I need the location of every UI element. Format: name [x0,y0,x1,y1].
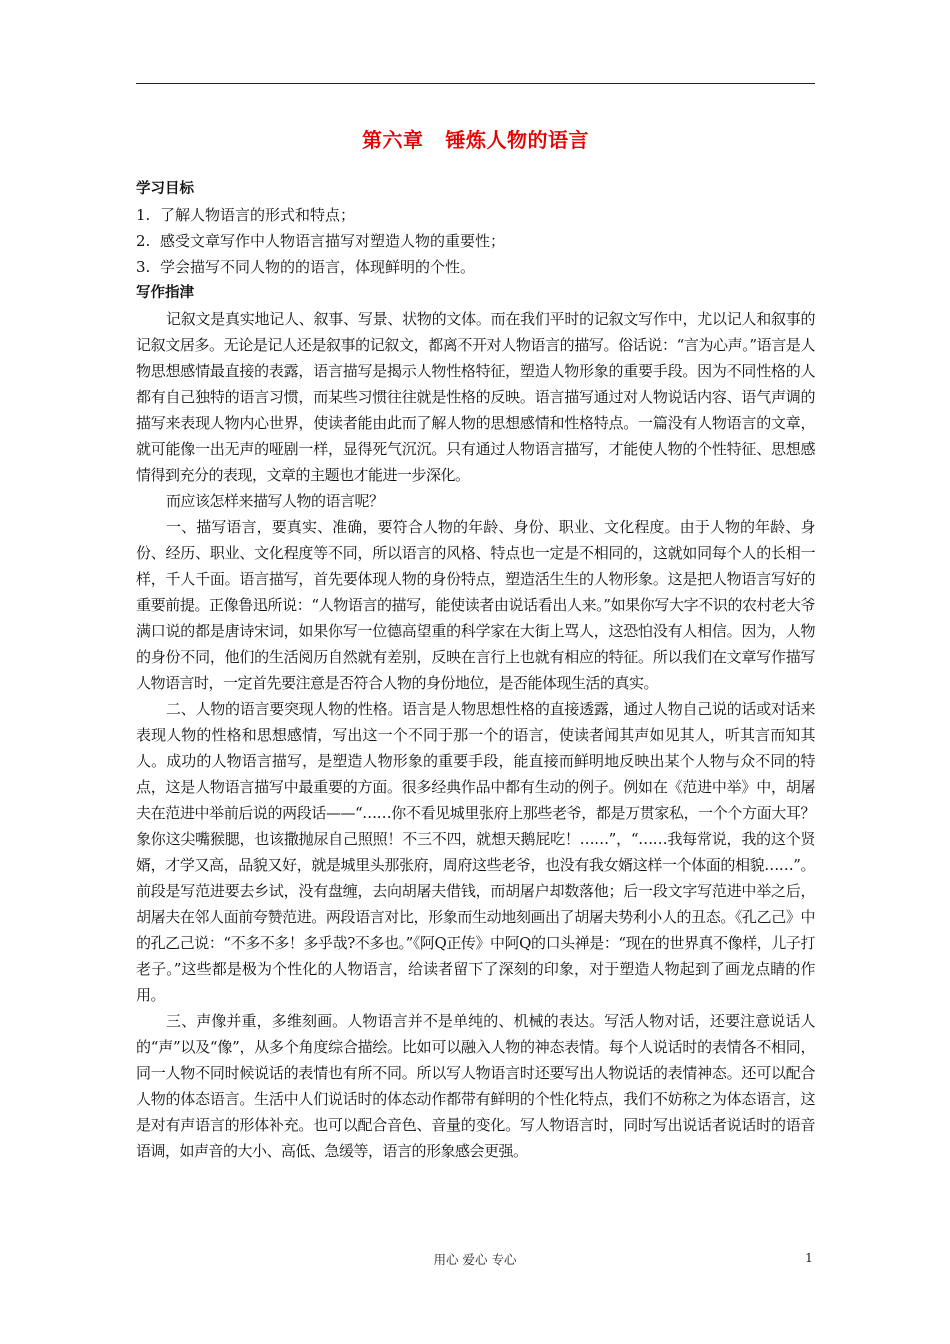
footer-motto: 用心 爱心 专心 [433,1252,517,1267]
goal-text: 了解人物语言的形式和特点； [160,206,356,224]
guide-paragraph-point-3: 三、声像并重，多维刻画。人物语言并不是单纯的、机械的表达。写活人物对话，还要注意说话人的“声”以及“像”，从多个角度综合描绘。比如可以融入人物的神态表情。每个人说话时的表情各不相同，同一人物不同时候说话的表情也有所不同。所以写人物语言时还要写出人物说话的表情神态。还可以配合人物的体态语言。生活中人们说话时的体态动作都带有鲜明的个性化特点，我们不妨称之为体态语言，这是对有声语言的形体补充。也可以配合音色、音量的变化。写人物语言时，同时写出说话者说话时的语音语调，如声音的大小、高低、急缓等，语言的形象感会更强。 [136,1012,815,1160]
guide-heading: 写作指津 [136,285,194,301]
chapter-title [136,124,815,153]
chapter-name: 锤炼人物的语言 [445,128,589,152]
guide-paragraph-question: 而应该怎样来描写人物的语言呢？ [166,492,384,510]
header-rule [136,83,815,84]
page-number: 1 [805,1250,813,1265]
guide-paragraph-intro: 记叙文是真实地记人、叙事、写景、状物的文体。而在我们平时的记叙文写作中，尤以记人和叙事的记叙文居多。无论是记人还是叙事的记叙文，都离不开对人物语言的描写。俗话说：“言为心声。”语言是人物思想感情最直接的表露，语言描写是揭示人物性格特征，塑造人物形象的重要手段。因为不同性格的人都有自己独特的语言习惯，而某些习惯往往就是性格的反映。语言描写通过对人物说话内容、语气声调的描写来表现人物内心世界，使读者能由此而了解人物的思想感情和性格特点。一篇没有人物语言的文章，就可能像一出无声的哑剧一样，显得死气沉沉。只有通过人物语言描写，才能使人物的个性特征、思想感情得到充分的表现，文章的主题也才能进一步深化。 [136,310,815,484]
goal-item [136,228,815,254]
guide-paragraph-point-1: 一、描写语言，要真实、准确，要符合人物的年龄、身份、职业、文化程度。由于人物的年龄、身份、经历、职业、文化程度等不同，所以语言的风格、特点也一定是不相同的，这就如同每个人的长相一样，千人千面。语言描写，首先要体现人物的身份特点，塑造活生生的人物形象。这是把人物语言写好的重要前提。正像鲁迅所说：“人物语言的描写，能使读者由说话看出人来。”如果你写大字不识的农村老大爷满口说的都是唐诗宋词，如果你写一位德高望重的科学家在大街上骂人，这恐怕没有人相信。因为，人物的身份不同，他们的生活阅历自然就有差别，反映在言行上也就有相应的特征。所以我们在文章写作描写人物语言时，一定首先要注意是否符合人物的身份地位，是否能体现生活的真实。 [136,518,815,692]
page-body [136,176,815,1164]
goal-number: 2. [136,232,151,250]
goal-text: 学会描写不同人物的的语言，体现鲜明的个性。 [160,258,476,276]
goal-text: 感受文章写作中人物语言描写对塑造人物的重要性； [160,232,506,250]
guide-paragraph-point-2: 二、人物的语言要突现人物的性格。语言是人物思想性格的直接透露，通过人物自己说的话或对话来表现人物的性格和思想感情，写出这一个不同于那一个的语言，使读者闻其声如见其人，听其言而知其人。成功的人物语言描写，是塑造人物形象的重要手段，能直接而鲜明地反映出某个人物与众不同的特点，这是人物语言描写中最重要的方面。很多经典作品中都有生动的例子。例如在《范进中举》中，胡屠夫在范进中举前后说的两段话——“……你不看见城里张府上那些老爷，都是万贯家私，一个个方面大耳？象你这尖嘴猴腮，也该撒抛尿自己照照！不三不四，就想天鹅屁吃！……”，“……我每常说，我的这个贤婿，才学又高，品貌又好，就是城里头那张府，周府这些老爷，也没有我女婿这样一个体面的相貌……”。前段是写范进要去乡试，没有盘缠，去向胡屠夫借钱，而胡屠户却数落他；后一段文字写范进中举之后，胡屠夫在邻人面前夸赞范进。两段语言对比，形象而生动地刻画出了胡屠夫势利小人的丑态。《孔乙己》中的孔乙己说：“不多不多！多乎哉?不多也。”《阿Q正传》中阿Q的口头禅是：“现在的世界真不像样，儿子打老子。”这些都是极为个性化的人物语言，给读者留下了深刻的印象，对于塑造人物起到了画龙点睛的作用。 [136,700,815,1004]
goals-heading: 学习目标 [136,181,194,197]
chapter-number: 第六章 [362,128,424,152]
goal-item [136,254,815,280]
goal-item [136,202,815,228]
goal-number: 1. [136,206,151,224]
goal-number: 3. [136,258,151,276]
